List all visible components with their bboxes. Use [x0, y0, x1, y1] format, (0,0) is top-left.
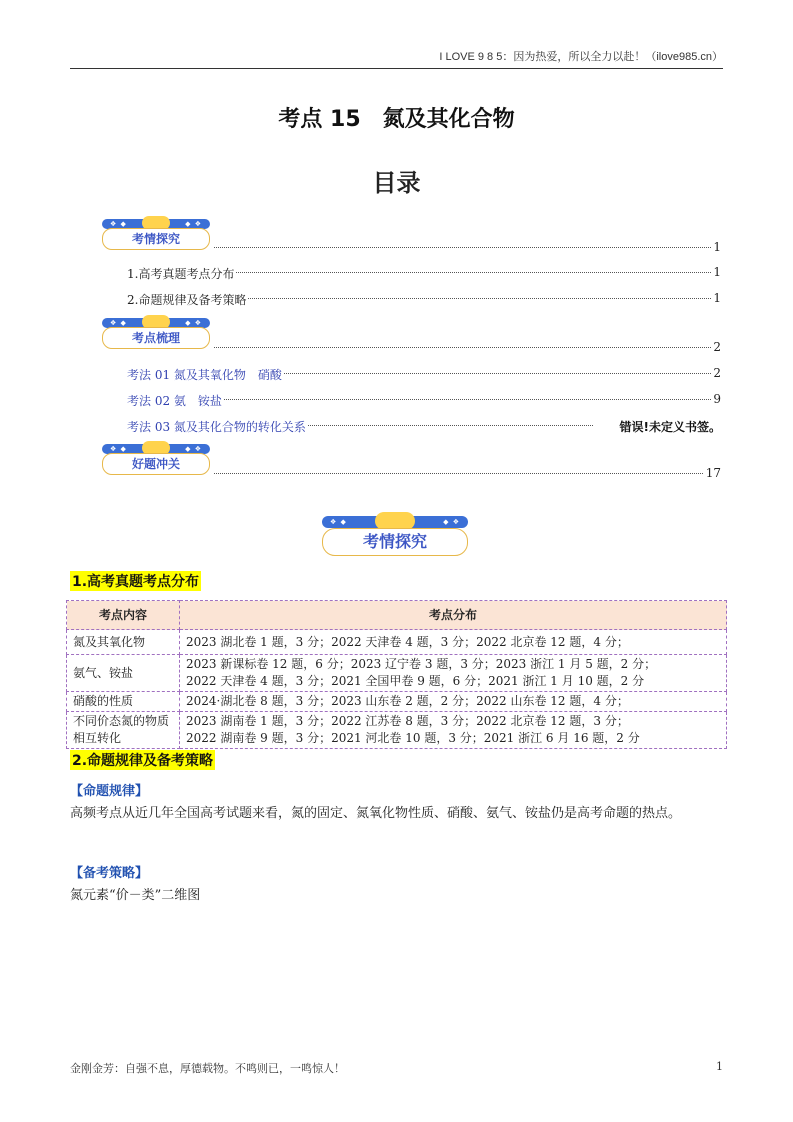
table-cell	[180, 712, 727, 749]
toc-entry-2[interactable]	[0, 291, 793, 307]
cell-line: 2023 新课标卷 12 题，6 分；2023 辽宁卷 3 题，3 分；2023 浙江 1 月 5 题，2 分；	[186, 657, 657, 671]
table-cell	[180, 655, 727, 692]
paragraph-strategy: 氮元素“价－类”二维图	[70, 888, 201, 903]
table-cell: 不同价态氮的物质相互转化	[67, 712, 180, 749]
toc-badge-practice[interactable]: ❖ ◆ ◆ ❖ 好题冲关	[102, 444, 210, 476]
page-footer	[70, 1060, 723, 1076]
toc-entry-label: 考法 01 氮及其氧化物 硝酸	[127, 368, 282, 382]
cell-line: 2022 天津卷 4 题，3 分；2021 全国甲卷 9 题，6 分；2021 浙江 1 月 10 题，2 分	[186, 674, 645, 688]
table-cell	[180, 630, 727, 655]
exam-distribution-table	[66, 600, 727, 749]
toc-entry-exam-analysis[interactable]	[0, 240, 793, 256]
table-header: 考点分布	[180, 601, 727, 630]
subheading-pattern: 【命题规律】	[70, 784, 149, 799]
toc-entry-practice[interactable]	[0, 466, 793, 482]
toc-page-number: 1	[713, 265, 721, 279]
toc-entry-1[interactable]	[0, 265, 793, 281]
page-title: 考点 15 氮及其化合物	[278, 107, 515, 132]
toc-page-number: 9	[713, 392, 721, 406]
section2-heading: 2.命题规律及备考策略	[70, 750, 215, 770]
badge-label: 好题冲关	[102, 453, 210, 475]
toc-title: 目录	[372, 169, 421, 197]
table-row	[67, 692, 727, 712]
table-cell: 硝酸的性质	[67, 692, 180, 712]
cell-line: 2023 湖北卷 1 题，3 分；2022 天津卷 4 题，3 分；2022 北京卷 12 题，4 分；	[186, 634, 629, 649]
badge-label: 考情探究	[102, 228, 210, 250]
table-header: 考点内容	[67, 601, 180, 630]
cell-line: 2023 湖南卷 1 题，3 分；2022 江苏卷 8 题，3 分；2022 北京卷 12 题，3 分；	[186, 714, 629, 728]
toc-entry-5[interactable]	[0, 418, 793, 434]
paragraph-pattern: 高频考点从近几年全国高考试题来看，氮的固定、氮氧化物性质、硝酸、氨气、铵盐仍是高考命题的热点。	[70, 806, 682, 821]
table-cell	[180, 692, 727, 712]
toc-page-number: 2	[713, 366, 721, 380]
page-header: I LOVE 9 8 5：因为热爱，所以全力以赴！（ilove985.cn）	[70, 48, 723, 69]
table-cell: 氨气、铵盐	[67, 655, 180, 692]
toc-page-number: 1	[713, 291, 721, 305]
toc-page-error: 错误!未定义书签。	[619, 420, 721, 434]
toc-badge-key-points[interactable]: ❖ ◆ ◆ ❖ 考点梳理	[102, 318, 210, 350]
footer-text: 金刚金芳：自强不息，厚德载物。不鸣则已，一鸣惊人！	[70, 1062, 345, 1075]
toc-page-number: 1	[713, 240, 721, 254]
badge-label: 考点梳理	[102, 327, 210, 349]
toc-entry-3[interactable]	[0, 366, 793, 382]
toc-page-number: 17	[705, 466, 721, 480]
cell-line: 2022 湖南卷 9 题，3 分；2021 河北卷 10 题，3 分；2021 浙江 6 月 16 题，2 分	[186, 731, 640, 745]
section-badge: ❖ ◆ ◆ ❖ 考情探究	[322, 516, 468, 558]
section1-heading: 1.高考真题考点分布	[70, 571, 201, 591]
table-cell: 氮及其氧化物	[67, 630, 180, 655]
toc-entry-key-points[interactable]	[0, 340, 793, 356]
cell-line: 2024·湖北卷 8 题，3 分；2023 山东卷 2 题，2 分；2022 山东卷 12 题，4 分；	[186, 694, 629, 708]
toc-entry-label: 2.命题规律及备考策略	[127, 293, 247, 307]
section-badge-label: 考情探究	[322, 528, 468, 556]
subheading-strategy: 【备考策略】	[70, 866, 149, 881]
toc-entry-4[interactable]	[0, 392, 793, 408]
table-row	[67, 655, 727, 692]
table-header-row	[67, 601, 727, 630]
toc-entry-label: 1.高考真题考点分布	[127, 267, 235, 281]
toc-entry-label: 考法 02 氨 铵盐	[127, 394, 222, 408]
toc-page-number: 2	[713, 340, 721, 354]
table-row	[67, 712, 727, 749]
toc-entry-label: 考法 03 氮及其化合物的转化关系	[127, 420, 306, 434]
toc-badge-exam-analysis[interactable]: ❖ ◆ ◆ ❖ 考情探究	[102, 219, 210, 251]
table-row	[67, 630, 727, 655]
footer-page-number: 1	[716, 1060, 723, 1073]
